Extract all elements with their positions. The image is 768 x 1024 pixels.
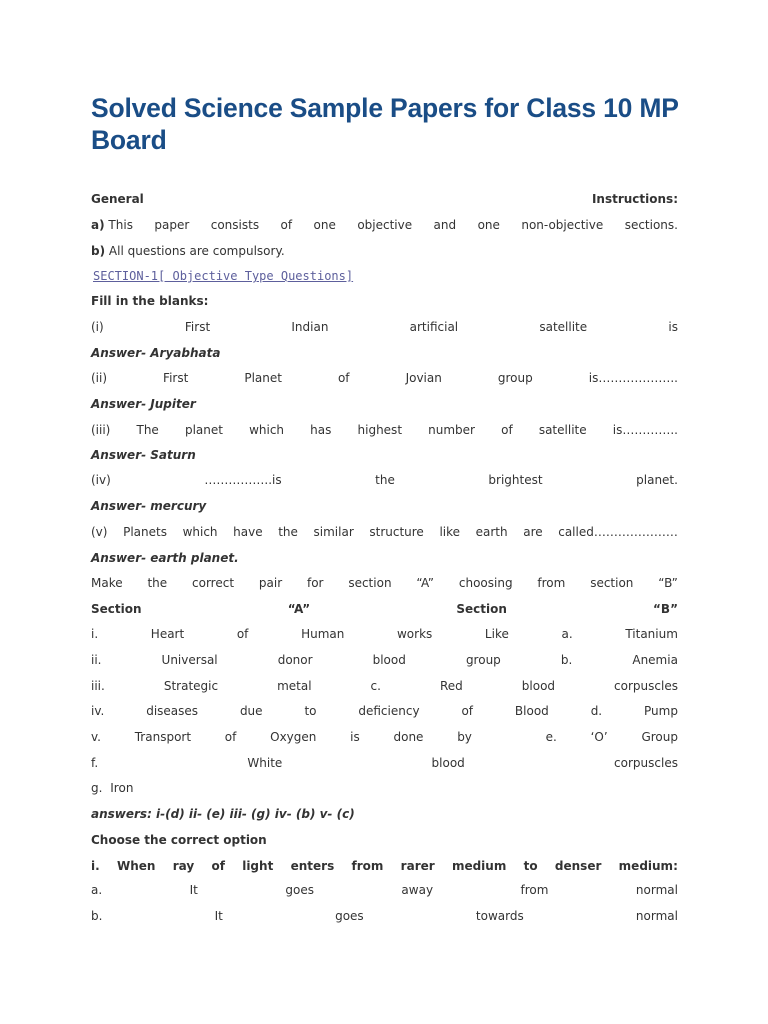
choose-question-word: of bbox=[211, 859, 225, 873]
match-cell: d. bbox=[590, 704, 603, 718]
instruction-a-word: This bbox=[108, 218, 133, 232]
match-cell: Iron bbox=[110, 781, 134, 795]
match-cell: to bbox=[304, 704, 317, 718]
option-word: away bbox=[401, 883, 434, 897]
match-intro-word: “A” bbox=[416, 576, 435, 590]
question-1 bbox=[91, 318, 678, 336]
choose-question-word: medium: bbox=[618, 859, 678, 873]
instruction-b bbox=[91, 242, 678, 260]
match-cell: c. bbox=[370, 679, 381, 693]
match-cell: deficiency bbox=[358, 704, 420, 718]
question-word: planet bbox=[184, 423, 223, 437]
match-row-4 bbox=[91, 702, 678, 720]
match-intro-word: section bbox=[348, 576, 392, 590]
page-title: Solved Science Sample Papers for Class 10 MP Board bbox=[91, 93, 679, 155]
match-cell: ii. bbox=[91, 653, 102, 667]
question-word: The bbox=[136, 423, 159, 437]
question-word: Indian bbox=[291, 320, 329, 334]
option-word: It bbox=[214, 909, 223, 923]
question-word: number bbox=[428, 423, 475, 437]
question-word: group bbox=[497, 371, 533, 385]
instructions-heading-left: General bbox=[91, 192, 144, 206]
question-word: is……………….. bbox=[588, 371, 678, 385]
match-header-word: Section bbox=[91, 602, 142, 616]
match-cell: b. bbox=[560, 653, 573, 667]
question-5 bbox=[91, 523, 678, 541]
match-intro-word: correct bbox=[192, 576, 235, 590]
question-word: has bbox=[310, 423, 332, 437]
match-cell: g. bbox=[91, 781, 103, 795]
match-cell: Universal bbox=[161, 653, 218, 667]
instruction-a-word: consists bbox=[210, 218, 260, 232]
question-word: (iv) bbox=[91, 473, 111, 487]
match-cell: is bbox=[350, 730, 360, 744]
question-word: highest bbox=[357, 423, 403, 437]
match-cell: White bbox=[247, 756, 283, 770]
match-cell: metal bbox=[277, 679, 312, 693]
choose-question-word: When bbox=[116, 859, 156, 873]
match-cell: f. bbox=[91, 756, 99, 770]
match-intro-word: pair bbox=[258, 576, 283, 590]
match-cell: Anemia bbox=[632, 653, 678, 667]
instructions-heading-right: Instructions: bbox=[591, 192, 678, 206]
instruction-a-word: sections. bbox=[624, 218, 678, 232]
question-word: of bbox=[501, 423, 513, 437]
question-3 bbox=[91, 421, 678, 439]
match-cell: of bbox=[224, 730, 237, 744]
choose-question-word: enters bbox=[290, 859, 335, 873]
match-intro-word: section bbox=[590, 576, 634, 590]
match-cell: of bbox=[461, 704, 474, 718]
match-cell: Human bbox=[301, 627, 345, 641]
match-cell: i. bbox=[91, 627, 99, 641]
match-cell: done bbox=[393, 730, 424, 744]
match-header-word: Section bbox=[456, 602, 507, 616]
question-word: (v) bbox=[91, 525, 108, 539]
question-word: satellite bbox=[538, 423, 587, 437]
answer-2: Answer- Jupiter bbox=[91, 397, 196, 411]
question-word: satellite bbox=[539, 320, 588, 334]
instruction-a-word: non-objective bbox=[521, 218, 604, 232]
question-word: structure bbox=[369, 525, 424, 539]
section1-heading-link[interactable]: SECTION-1[ Objective Type Questions] bbox=[93, 269, 354, 283]
question-2 bbox=[91, 369, 678, 387]
answer-3: Answer- Saturn bbox=[91, 448, 196, 462]
match-cell: Like bbox=[484, 627, 509, 641]
match-cell: ‘O’ bbox=[590, 730, 608, 744]
match-cell: Transport bbox=[134, 730, 192, 744]
match-cell: donor bbox=[277, 653, 313, 667]
instructions-heading bbox=[91, 190, 678, 208]
question-word: like bbox=[439, 525, 461, 539]
choose-question-word: light bbox=[242, 859, 274, 873]
option-word: It bbox=[189, 883, 198, 897]
question-word: First bbox=[184, 320, 211, 334]
choose-question-word: rarer bbox=[400, 859, 435, 873]
instruction-b-text: All questions are compulsory. bbox=[108, 244, 285, 258]
question-word: (i) bbox=[91, 320, 104, 334]
question-word: is………….. bbox=[612, 423, 678, 437]
match-cell: Heart bbox=[150, 627, 185, 641]
match-cell: corpuscles bbox=[614, 679, 678, 693]
match-cell: blood bbox=[431, 756, 465, 770]
section1-heading[interactable] bbox=[91, 267, 680, 285]
match-cell: Strategic bbox=[163, 679, 219, 693]
match-intro bbox=[91, 574, 678, 592]
match-cell: Red bbox=[439, 679, 463, 693]
option-word: normal bbox=[635, 883, 678, 897]
instruction-a-word: of bbox=[280, 218, 293, 232]
question-word: (ii) bbox=[91, 371, 108, 385]
fill-blanks-heading: Fill in the blanks: bbox=[91, 294, 209, 308]
instruction-a-word: objective bbox=[357, 218, 413, 232]
option-word: towards bbox=[475, 909, 524, 923]
choose-question-word: medium bbox=[451, 859, 507, 873]
match-cell: v. bbox=[91, 730, 101, 744]
answer-1: Answer- Aryabhata bbox=[91, 346, 221, 360]
match-cell: blood bbox=[372, 653, 406, 667]
question-word: the bbox=[278, 525, 298, 539]
choose-question-word: denser bbox=[554, 859, 602, 873]
question-word: Jovian bbox=[405, 371, 442, 385]
match-header-word: “A” bbox=[287, 602, 311, 616]
choose-question-word: ray bbox=[172, 859, 195, 873]
match-cell: diseases bbox=[146, 704, 199, 718]
option-word: goes bbox=[335, 909, 364, 923]
match-cell: Blood bbox=[514, 704, 549, 718]
option-word: from bbox=[520, 883, 549, 897]
match-intro-word: “B” bbox=[658, 576, 678, 590]
question-word: similar bbox=[313, 525, 354, 539]
instruction-a-word: one bbox=[313, 218, 336, 232]
option-word: goes bbox=[285, 883, 314, 897]
answer-4: Answer- mercury bbox=[91, 499, 207, 513]
choose-question-word: to bbox=[523, 859, 538, 873]
choose-question-1 bbox=[91, 857, 678, 875]
instruction-a-word: one bbox=[477, 218, 500, 232]
option-word: a. bbox=[91, 883, 103, 897]
question-word: have bbox=[233, 525, 263, 539]
choose-question-word: from bbox=[351, 859, 384, 873]
match-header bbox=[91, 600, 678, 618]
instruction-a-first bbox=[91, 216, 133, 234]
question-word: ……………..is bbox=[204, 473, 282, 487]
instruction-a bbox=[91, 216, 678, 234]
question-word: First bbox=[163, 371, 189, 385]
match-intro-word: Make bbox=[91, 576, 123, 590]
match-intro-word: from bbox=[537, 576, 566, 590]
choose-heading: Choose the correct option bbox=[91, 833, 267, 847]
instruction-a-word: and bbox=[433, 218, 457, 232]
question-word: the bbox=[375, 473, 395, 487]
match-cell: group bbox=[465, 653, 501, 667]
choose-option-a bbox=[91, 881, 678, 899]
match-intro-word: for bbox=[306, 576, 324, 590]
question-word: called………………… bbox=[558, 525, 678, 539]
match-cell: Pump bbox=[644, 704, 678, 718]
question-word: brightest bbox=[488, 473, 543, 487]
match-cell: of bbox=[236, 627, 249, 641]
question-word: of bbox=[337, 371, 350, 385]
match-cell: iii. bbox=[91, 679, 105, 693]
match-cell: Titanium bbox=[625, 627, 678, 641]
instruction-b-label: b) bbox=[91, 244, 106, 258]
question-word: which bbox=[249, 423, 285, 437]
match-row-2 bbox=[91, 651, 678, 669]
match-cell: a. bbox=[561, 627, 573, 641]
question-word: planet. bbox=[636, 473, 678, 487]
choose-option-b bbox=[91, 907, 678, 925]
match-cell: corpuscles bbox=[614, 756, 678, 770]
instruction-a-word: paper bbox=[154, 218, 190, 232]
match-row-1 bbox=[91, 625, 678, 643]
match-cell: iv. bbox=[91, 704, 105, 718]
match-intro-word: choosing bbox=[458, 576, 513, 590]
match-row-6 bbox=[91, 754, 678, 772]
option-word: b. bbox=[91, 909, 103, 923]
question-word: Planet bbox=[244, 371, 282, 385]
question-word: is bbox=[668, 320, 678, 334]
question-4 bbox=[91, 471, 678, 489]
option-word: normal bbox=[635, 909, 678, 923]
match-cell: due bbox=[239, 704, 263, 718]
match-cell: by bbox=[457, 730, 472, 744]
match-cell: works bbox=[396, 627, 433, 641]
match-intro-word: the bbox=[147, 576, 168, 590]
match-cell: Group bbox=[641, 730, 678, 744]
choose-question-word: i. bbox=[91, 859, 100, 873]
question-word: Planets bbox=[123, 525, 167, 539]
match-cell: blood bbox=[521, 679, 556, 693]
match-row-5 bbox=[91, 728, 678, 746]
answer-5: Answer- earth planet. bbox=[91, 551, 239, 565]
match-row-3 bbox=[91, 677, 678, 695]
match-cell: Oxygen bbox=[270, 730, 317, 744]
question-word: are bbox=[523, 525, 543, 539]
match-row-7 bbox=[91, 779, 678, 797]
match-answers: answers: i-(d) ii- (e) iii- (g) iv- (b) v- (c) bbox=[91, 807, 355, 821]
question-word: artificial bbox=[409, 320, 459, 334]
question-word: earth bbox=[475, 525, 508, 539]
match-cell: e. bbox=[545, 730, 557, 744]
instruction-a-label: a) bbox=[91, 218, 105, 232]
match-header-word: “B” bbox=[653, 602, 678, 616]
question-word: which bbox=[182, 525, 218, 539]
question-word: (iii) bbox=[91, 423, 111, 437]
